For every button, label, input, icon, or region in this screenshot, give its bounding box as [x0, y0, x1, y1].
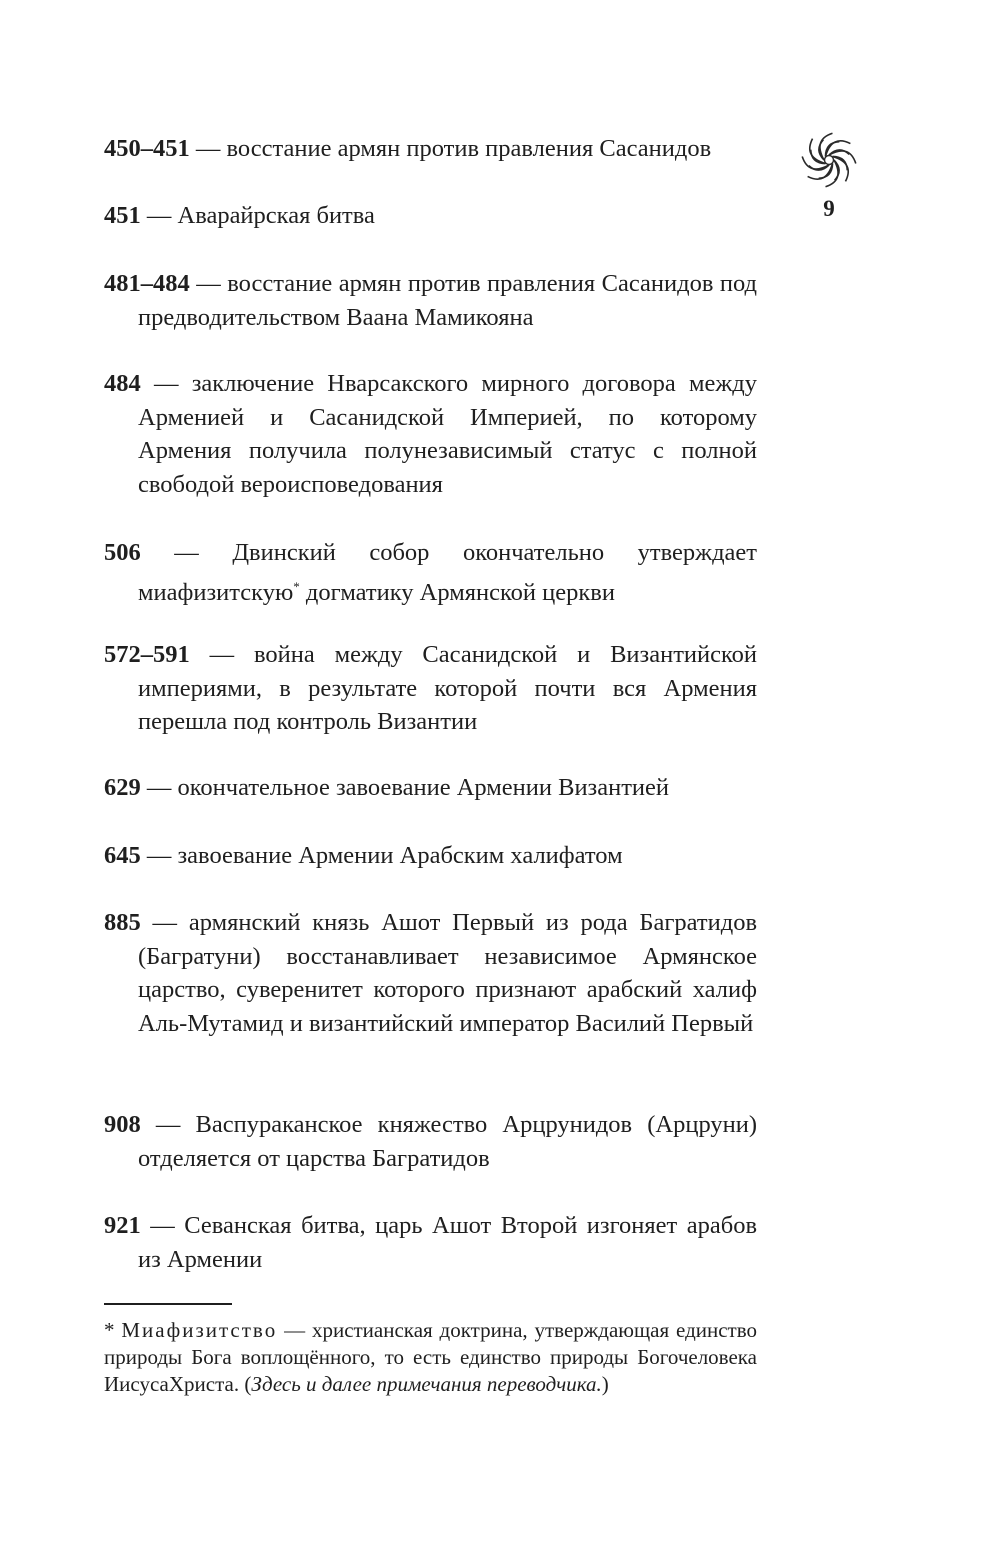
entry-text: заключение Нварсакского мирного договора между Арменией и Сасанидской Империей, по которому Армения получила полунезависимый статус с полной свободой вероисповедования	[138, 370, 757, 498]
chronology-entry	[104, 536, 757, 609]
entry-text: Севанская битва, царь Ашот Второй изгоняет арабов из Армении	[138, 1212, 758, 1273]
footnote-text: — христианская доктрина, утверждающая единство природы Бога воплощённого, то есть единство природы Богочеловека ИисусаХриста.	[104, 1318, 757, 1396]
entry-year: 451	[104, 202, 141, 229]
entry-dash: —	[146, 842, 172, 869]
entry-text: Двинский собор окончательно утверждает миафизитскую	[138, 539, 758, 606]
entry-text: окончательное завоевание Армении Византией	[177, 774, 670, 801]
chronology-entry	[104, 1209, 757, 1276]
entry-year: 885	[104, 909, 141, 936]
entry-text: война между Сасанидской и Византийской империями, в результате которой почти вся Армения перешла под контроль Византии	[138, 641, 758, 735]
chronology-entry	[104, 906, 757, 1040]
entry-text: завоевание Армении Арабским халифатом	[177, 842, 623, 869]
footnote-mark: *	[104, 1318, 115, 1342]
entry-text: Васпураканское княжество Арцрунидов (Арцруни) отделяется от царства Багратидов	[138, 1111, 758, 1172]
footnote-translator-note: Здесь и далее примечания переводчика.	[251, 1372, 602, 1396]
chronology-entry	[104, 132, 757, 166]
entry-year: 481–484	[104, 270, 190, 297]
entry-dash: —	[195, 135, 221, 162]
entry-year: 506	[104, 539, 141, 566]
entry-year: 921	[104, 1212, 141, 1239]
entry-year: 450–451	[104, 135, 190, 162]
entry-text: восстание армян против правления Сасанидов под предводительством Ваана Мамикояна	[138, 270, 758, 331]
entry-dash: —	[174, 539, 199, 566]
eternity-ornament-icon	[797, 128, 861, 192]
entry-dash: —	[196, 270, 221, 297]
entry-year: 484	[104, 370, 141, 397]
entry-dash: —	[152, 909, 178, 936]
chronology-entry	[104, 839, 757, 873]
entry-dash: —	[146, 774, 172, 801]
entry-text: Аварайрская битва	[177, 202, 375, 229]
footnote-divider	[104, 1303, 232, 1305]
entry-year: 908	[104, 1111, 141, 1138]
footnote-term: Миафизитство	[121, 1318, 278, 1342]
footnote-note-close: )	[601, 1372, 609, 1396]
entry-dash: —	[153, 370, 179, 397]
entry-year: 645	[104, 842, 141, 869]
chronology-entry	[104, 1108, 757, 1175]
entry-text: восстание армян против правления Сасанидов	[226, 135, 712, 162]
entry-dash: —	[150, 1212, 175, 1239]
entry-dash: —	[209, 641, 235, 668]
chronology-entry	[104, 267, 757, 334]
chronology-entry	[104, 638, 757, 739]
ornament-swirl-inner	[825, 142, 839, 157]
ornament-swirl-inner	[833, 156, 848, 170]
chronology-entry	[104, 199, 757, 233]
ornament-swirl-inner	[819, 164, 833, 179]
page-number: 9	[823, 196, 835, 221]
ornament-swirl-inner	[811, 150, 826, 164]
chronology-entry	[104, 771, 757, 805]
entry-dash: —	[146, 202, 172, 229]
chronology-entry	[104, 367, 757, 501]
entry-year: 629	[104, 774, 141, 801]
entry-dash: —	[155, 1111, 181, 1138]
footnote-reference[interactable]: *	[293, 578, 300, 594]
entry-year: 572–591	[104, 641, 190, 668]
entry-text: армянский князь Ашот Первый из рода Багратидов (Багратуни) восстанавливает независимое Армянское царство, суверенитет которого признают арабский халиф Аль-Мутамид и византийский император Василий Первый	[138, 909, 758, 1037]
footnote	[104, 1317, 757, 1398]
entry-text-continued: догматику Армянской церкви	[305, 578, 615, 606]
footnote-note-open: (	[244, 1372, 252, 1396]
